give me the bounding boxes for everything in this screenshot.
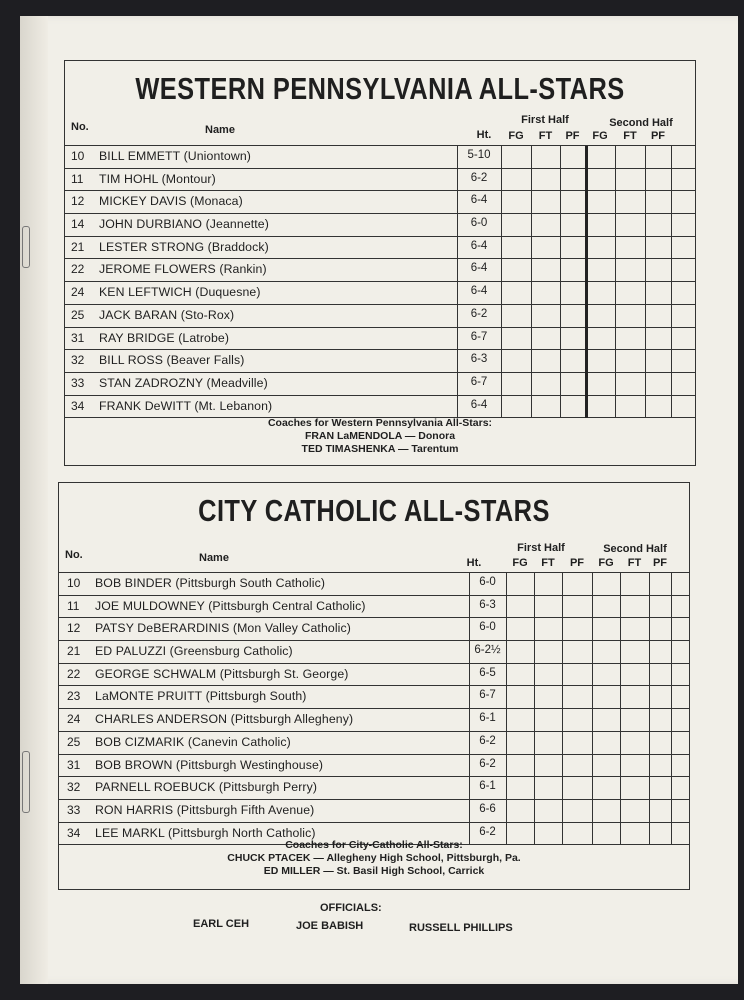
table-row <box>59 573 689 596</box>
stat-column-header: FT <box>623 130 637 142</box>
program-page <box>20 16 738 984</box>
player-name: RAY BRIDGE (Latrobe) <box>99 330 230 345</box>
player-name: PARNELL ROEBUCK (Pittsburgh Perry) <box>95 780 318 795</box>
grid-line <box>671 573 672 845</box>
table-row <box>65 237 695 260</box>
western-roster-rows <box>65 145 695 418</box>
catholic-title: CITY CATHOLIC ALL-STARS <box>198 493 550 528</box>
grid-line <box>560 146 561 418</box>
table-row <box>65 328 695 351</box>
player-height: 6-1 <box>479 780 496 793</box>
player-name: BOB BROWN (Pittsburgh Westinghouse) <box>95 757 324 772</box>
western-coach-1: FRAN LaMENDOLA — Donora <box>304 430 456 442</box>
player-number: 34 <box>71 398 85 413</box>
player-number: 22 <box>71 262 85 277</box>
player-height: 6-1 <box>479 712 496 725</box>
binder-ring <box>22 751 30 813</box>
stat-column-header: PF <box>650 130 666 142</box>
grid-line <box>457 146 458 418</box>
col-name-header: Name <box>205 124 235 136</box>
table-row <box>65 282 695 305</box>
stat-column-header: PF <box>569 557 585 569</box>
player-number: 34 <box>67 825 81 840</box>
player-height: 6-2 <box>479 757 496 770</box>
player-number: 25 <box>71 307 85 322</box>
player-number: 31 <box>67 757 81 772</box>
player-height: 6-2 <box>479 734 496 747</box>
player-name: LESTER STRONG (Braddock) <box>99 239 269 254</box>
grid-line <box>506 573 507 845</box>
table-row <box>65 191 695 214</box>
grid-line <box>645 146 646 418</box>
player-name: KEN LEFTWICH (Duquesne) <box>99 285 261 300</box>
western-roster-box <box>64 60 696 466</box>
stat-column-header: FG <box>592 130 608 142</box>
table-row <box>59 664 689 687</box>
player-name: BOB BINDER (Pittsburgh South Catholic) <box>95 576 326 590</box>
catholic-coach-2: ED MILLER — St. Basil High School, Carrick <box>263 865 485 877</box>
official-name: RUSSELL PHILLIPS <box>409 922 513 934</box>
table-row <box>59 596 689 619</box>
player-number: 24 <box>71 285 85 300</box>
player-number: 23 <box>67 689 81 704</box>
table-row <box>65 169 695 192</box>
table-row <box>59 686 689 709</box>
stat-column-header: FT <box>627 557 642 569</box>
catholic-roster-rows <box>59 572 689 845</box>
table-row <box>59 709 689 732</box>
player-number: 10 <box>71 149 85 163</box>
player-name: LaMONTE PRUITT (Pittsburgh South) <box>95 689 307 704</box>
table-row <box>65 305 695 328</box>
grid-line <box>469 573 470 845</box>
grid-line <box>649 573 650 845</box>
player-name: PATSY DeBERARDINIS (Mon Valley Catholic) <box>95 621 351 636</box>
player-height: 6-3 <box>470 353 488 366</box>
stat-column-header: FT <box>538 130 553 142</box>
col-ht-header: Ht. <box>466 557 482 569</box>
player-height: 6-4 <box>470 398 488 411</box>
table-row <box>59 732 689 755</box>
player-number: 33 <box>71 375 85 390</box>
player-number: 32 <box>71 353 85 368</box>
player-height: 6-4 <box>470 262 488 275</box>
player-height: 6-4 <box>470 285 488 298</box>
player-number: 25 <box>67 734 81 749</box>
player-number: 14 <box>71 217 85 232</box>
table-row <box>65 373 695 396</box>
table-row <box>65 214 695 237</box>
player-height: 6-3 <box>479 598 496 611</box>
player-number: 32 <box>67 780 81 795</box>
official-name: EARL CEH <box>193 918 250 930</box>
player-height: 6-2 <box>470 307 488 320</box>
table-row <box>65 259 695 282</box>
grid-line <box>615 146 616 418</box>
col-ht-header: Ht. <box>476 129 492 141</box>
player-height: 6-2 <box>479 825 496 838</box>
player-height: 6-0 <box>479 621 496 634</box>
player-number: 33 <box>67 802 81 817</box>
player-height: 5-10 <box>467 149 491 161</box>
player-name: GEORGE SCHWALM (Pittsburgh St. George) <box>95 666 349 681</box>
player-height: 6-2 <box>470 171 488 184</box>
player-name: MICKEY DAVIS (Monaca) <box>99 194 243 209</box>
grid-line <box>671 146 672 418</box>
grid-line <box>562 573 563 845</box>
player-number: 22 <box>67 666 81 681</box>
player-name: JOHN DURBIANO (Jeannette) <box>99 217 269 232</box>
grid-line <box>531 146 532 418</box>
table-row <box>59 641 689 664</box>
catholic-roster-box <box>58 482 690 890</box>
catholic-coach-1: CHUCK PTACEK — Allegheny High School, Pittsburgh, Pa. <box>227 852 521 864</box>
table-row <box>59 755 689 778</box>
table-row <box>65 146 695 169</box>
officials-heading: OFFICIALS: <box>320 902 382 914</box>
stat-column-header: PF <box>652 557 668 569</box>
col-no-header: No. <box>71 121 89 133</box>
binder-ring <box>22 226 30 268</box>
table-row <box>65 350 695 373</box>
first-half-header: First Half <box>517 542 565 554</box>
stat-column-header: FG <box>508 130 524 142</box>
player-number: 11 <box>67 598 80 613</box>
player-name: RON HARRIS (Pittsburgh Fifth Avenue) <box>95 802 315 817</box>
catholic-coaches-heading: Coaches for City-Catholic All-Stars: <box>285 839 463 851</box>
player-name: BILL EMMETT (Uniontown) <box>99 149 251 163</box>
grid-line <box>585 146 588 418</box>
first-half-header: First Half <box>521 114 569 126</box>
grid-line <box>534 573 535 845</box>
player-number: 10 <box>67 576 81 590</box>
player-name: JOE MULDOWNEY (Pittsburgh Central Catholic) <box>95 598 366 613</box>
page-binding <box>20 16 48 984</box>
player-height: 6-7 <box>479 689 496 702</box>
stat-column-header: FG <box>598 557 614 569</box>
western-title: WESTERN PENNSYLVANIA ALL-STARS <box>135 71 625 106</box>
player-height: 6-0 <box>479 576 496 588</box>
player-number: 21 <box>71 239 85 254</box>
player-name: CHARLES ANDERSON (Pittsburgh Allegheny) <box>95 712 354 727</box>
second-half-header: Second Half <box>609 117 673 129</box>
western-coaches-heading: Coaches for Western Pennsylvania All-Stars: <box>267 417 493 429</box>
col-name-header: Name <box>199 552 229 564</box>
player-name: LEE MARKL (Pittsburgh North Catholic) <box>95 825 316 840</box>
table-row <box>59 777 689 800</box>
player-name: BOB CIZMARIK (Canevin Catholic) <box>95 734 291 749</box>
player-number: 12 <box>71 194 85 209</box>
player-number: 24 <box>67 712 81 727</box>
table-row <box>59 800 689 823</box>
player-number: 11 <box>71 171 84 186</box>
official-name: JOE BABISH <box>296 920 364 932</box>
stat-column-header: PF <box>565 130 580 142</box>
player-height: 6-0 <box>470 217 488 230</box>
grid-line <box>501 146 502 418</box>
player-name: STAN ZADROZNY (Meadville) <box>99 375 268 390</box>
player-height: 6-5 <box>479 666 496 679</box>
player-number: 31 <box>71 330 85 345</box>
player-name: JACK BARAN (Sto-Rox) <box>99 307 235 322</box>
player-name: ED PALUZZI (Greensburg Catholic) <box>95 644 293 659</box>
table-row <box>59 618 689 641</box>
second-half-header: Second Half <box>603 543 667 555</box>
col-no-header: No. <box>65 549 83 561</box>
player-height: 6-4 <box>470 194 488 207</box>
grid-line <box>620 573 621 845</box>
player-name: FRANK DeWITT (Mt. Lebanon) <box>99 398 273 413</box>
player-number: 12 <box>67 621 81 636</box>
player-name: BILL ROSS (Beaver Falls) <box>99 353 245 368</box>
player-height: 6-6 <box>479 802 496 815</box>
stat-column-header: FG <box>512 557 528 569</box>
player-height: 6-7 <box>470 375 488 388</box>
grid-line <box>592 573 593 845</box>
player-height: 6-7 <box>470 330 488 343</box>
player-name: TIM HOHL (Montour) <box>99 171 216 186</box>
western-coach-2: TED TIMASHENKA — Tarentum <box>301 443 459 455</box>
player-height: 6-4 <box>470 239 488 252</box>
stat-column-header: FT <box>541 557 555 569</box>
table-row <box>65 396 695 419</box>
player-name: JEROME FLOWERS (Rankin) <box>99 262 267 277</box>
player-number: 21 <box>67 644 81 659</box>
player-height: 6-2½ <box>474 644 501 657</box>
